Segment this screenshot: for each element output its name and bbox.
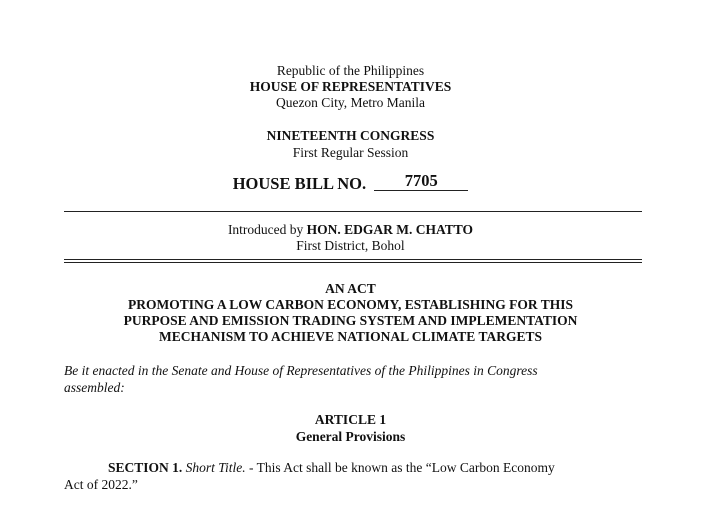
bill-number: 7705 [374, 172, 468, 191]
enacting-clause-line-2: assembled: [64, 380, 125, 395]
district-line: First District, Bohol [296, 238, 405, 253]
section-1-line-1 [64, 459, 654, 476]
section-text-1: - This Act shall be known as the “Low Carbon Economy [245, 460, 555, 475]
article-number: ARTICLE 1 [314, 412, 387, 427]
congress-name: NINETEENTH CONGRESS [266, 128, 435, 143]
bill-label: HOUSE BILL NO. [232, 174, 367, 193]
author-name: HON. EDGAR M. CHATTO [306, 222, 474, 237]
act-title-line-1: AN ACT [325, 281, 376, 296]
section-1 [64, 459, 654, 493]
section-text-2: Act of 2022.” [64, 477, 138, 492]
act-title-line-3: PURPOSE AND EMISSION TRADING SYSTEM AND IMPLEMENTATION [123, 313, 578, 328]
section-short-title: Short Title. [185, 460, 246, 475]
session-line: First Regular Session [292, 145, 409, 160]
bill-number-line [0, 171, 701, 194]
author-prefix: Introduced by [227, 222, 307, 237]
republic-line: Republic of the Philippines [276, 63, 425, 78]
house-heading: HOUSE OF REPRESENTATIVES [249, 79, 452, 94]
author-line [0, 221, 701, 238]
enacting-clause [64, 362, 654, 396]
enacting-clause-line-1: Be it enacted in the Senate and House of Representatives of the Philippines in Congress [64, 363, 538, 378]
article-heading: General Provisions [295, 429, 406, 444]
author-divider [64, 259, 642, 263]
act-title-line-2: PROMOTING A LOW CARBON ECONOMY, ESTABLISHING FOR THIS [127, 297, 574, 312]
header-divider [64, 211, 642, 212]
location-line: Quezon City, Metro Manila [275, 95, 426, 110]
act-title-line-4: MECHANISM TO ACHIEVE NATIONAL CLIMATE TARGETS [159, 329, 542, 344]
section-label: SECTION 1. [108, 460, 183, 475]
